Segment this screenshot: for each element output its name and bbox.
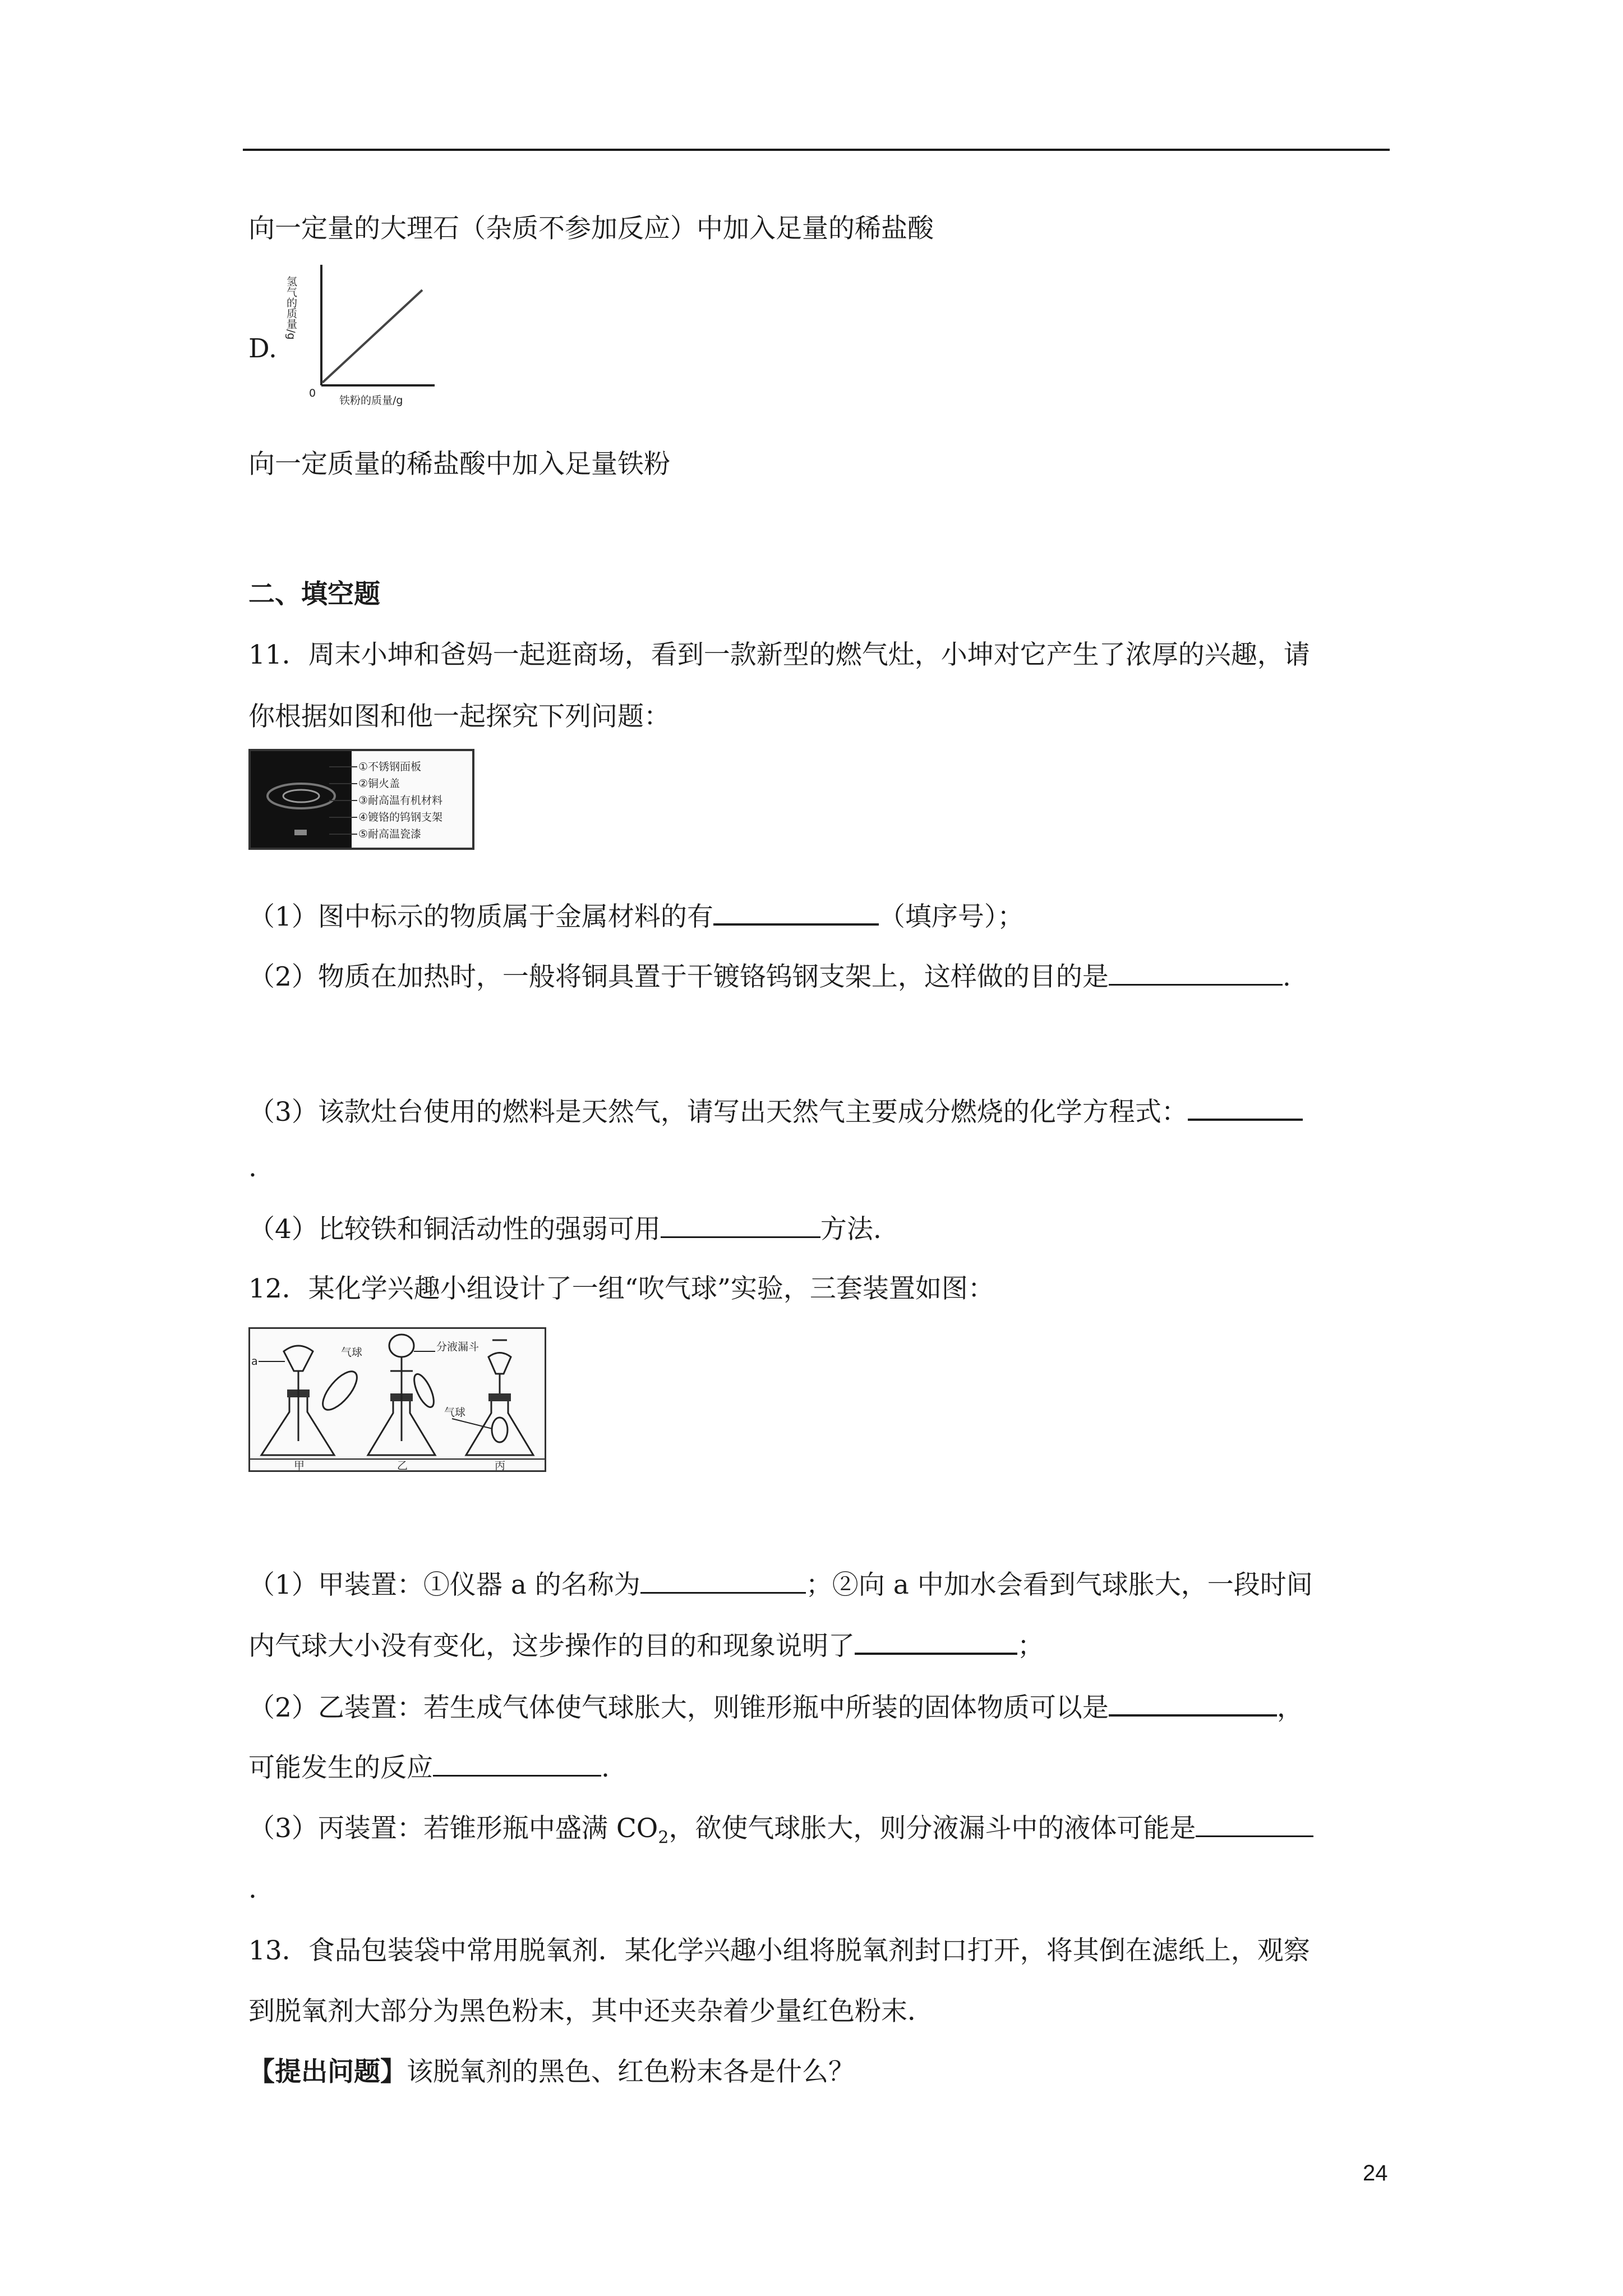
option-d-caption: 向一定质量的稀盐酸中加入足量铁粉	[248, 449, 670, 480]
q11-part2	[248, 959, 1291, 994]
q12-part3-text2: ，欲使气球胀大，则分液漏斗中的液体可能是	[668, 1813, 1196, 1844]
q12-part1-blank2[interactable]	[855, 1628, 1017, 1655]
q12-part2-text2: 可能发生的反应	[248, 1752, 433, 1783]
q12-stem: 12．某化学兴趣小组设计了一组“吹气球”实验，三套装置如图：	[248, 1273, 994, 1304]
q12-part3-dot: .	[248, 1874, 257, 1904]
label-jia: 甲	[294, 1460, 305, 1472]
page-number: 24	[1363, 2161, 1388, 2185]
q11-part3	[248, 1094, 1303, 1129]
option-d-graph	[285, 259, 442, 411]
q12-part2-line1	[248, 1690, 1303, 1725]
graph-line	[322, 290, 422, 383]
q11-part2-suffix: .	[1282, 961, 1291, 992]
balloon-jia	[317, 1366, 363, 1415]
q13-question-tag: 【提出问题】	[248, 2056, 407, 2087]
balloon-bing	[492, 1418, 508, 1442]
stove-label-4: ④镀铬的钨钢支架	[358, 811, 443, 823]
option-c-caption: 向一定量的大理石（杂质不参加反应）中加入足量的稀盐酸	[248, 213, 934, 244]
q11-stem-line1: 11．周末小坤和爸妈一起逛商场，看到一款新型的燃气灶，小坤对它产生了浓厚的兴趣，请	[248, 639, 1310, 670]
option-d-label: D.	[248, 333, 277, 364]
q12-part1-text2: ；②向 a 中加水会看到气球胀大，一段时间	[805, 1570, 1313, 1600]
q11-part3-dot: .	[248, 1152, 257, 1183]
label-balloon-jia: 气球	[341, 1346, 363, 1359]
label-bing: 丙	[495, 1460, 506, 1472]
q11-part2-blank[interactable]	[1109, 959, 1283, 986]
label-balloon-bing: 气球	[444, 1406, 466, 1419]
q13-question	[248, 2055, 855, 2089]
q12-part1-text: （1）甲装置：①仪器 a 的名称为	[248, 1570, 640, 1600]
stove-label-3: ③耐高温有机材料	[358, 794, 443, 807]
q12-part2-suffix1: ，	[1276, 1692, 1303, 1723]
q12-part2-suffix2: .	[601, 1752, 610, 1783]
flask-bing	[466, 1399, 533, 1455]
stove-illustration	[251, 751, 472, 848]
balloon-yi	[411, 1372, 438, 1410]
q12-part1-suffix: ；	[1017, 1631, 1044, 1662]
q11-part3-blank[interactable]	[1188, 1094, 1303, 1121]
label-a: a	[251, 1355, 258, 1368]
separatory-funnel-bing	[488, 1353, 511, 1374]
label-funnel: 分液漏斗	[436, 1341, 479, 1353]
section-title: 二、填空题	[248, 579, 380, 610]
stove-label-2: ②铜火盖	[358, 777, 400, 790]
stove-label-1: ①不锈钢面板	[358, 761, 422, 773]
q11-part1-blank[interactable]	[713, 899, 879, 926]
q11-part1-text: （1）图中标示的物质属于金属材料的有	[248, 901, 713, 932]
stove-label-5: ⑤耐高温瓷漆	[358, 828, 422, 840]
q12-part2-text: （2）乙装置：若生成气体使气球胀大，则锥形瓶中所装的固体物质可以是	[248, 1692, 1109, 1723]
q11-part4-suffix: 方法.	[820, 1214, 882, 1245]
q11-part1	[248, 899, 1023, 934]
q12-part2-line2	[248, 1750, 610, 1785]
q12-part3-text: （3）丙装置：若锥形瓶中盛满 CO	[248, 1813, 658, 1844]
q11-stem-line2: 你根据如图和他一起探究下列问题：	[248, 701, 670, 732]
q11-part4-blank[interactable]	[661, 1212, 820, 1238]
header-rule	[243, 149, 1390, 151]
q13-question-text: 该脱氧剂的黑色、红色粉末各是什么？	[407, 2056, 855, 2087]
q11-part1-suffix: （填序号）；	[878, 901, 1024, 932]
q12-part2-blank2[interactable]	[433, 1750, 601, 1777]
graph-origin: 0	[309, 387, 316, 399]
q12-part3	[248, 1811, 1313, 1855]
graph-ylabel: 氢气的质量/g	[285, 276, 297, 340]
q12-apparatus-figure	[248, 1327, 546, 1472]
separatory-funnel-yi	[389, 1335, 414, 1357]
q12-part1-line2	[248, 1628, 1044, 1663]
q12-part1-text3: 内气球大小没有变化，这步操作的目的和现象说明了	[248, 1631, 855, 1662]
q11-part3-text: （3）该款灶台使用的燃料是天然气，请写出天然气主要成分燃烧的化学方程式：	[248, 1097, 1188, 1128]
q13-line2: 到脱氧剂大部分为黑色粉末，其中还夹杂着少量红色粉末．	[248, 1996, 934, 2027]
q11-part4	[248, 1212, 882, 1246]
q12-part1-line1	[248, 1567, 1313, 1602]
graph-xlabel: 铁粉的质量/g	[339, 394, 403, 407]
q12-part3-subscript: 2	[658, 1828, 669, 1848]
funnel-a	[284, 1346, 313, 1371]
q12-part3-blank[interactable]	[1196, 1811, 1313, 1837]
q12-part1-blank1[interactable]	[640, 1567, 806, 1594]
hydrogen-mass-graph	[285, 259, 442, 411]
q12-part2-blank1[interactable]	[1109, 1690, 1277, 1717]
balloon-apparatus	[250, 1329, 545, 1470]
label-yi: 乙	[397, 1460, 408, 1472]
q11-stove-figure	[248, 749, 474, 850]
q13-line1: 13．食品包装袋中常用脱氧剂．某化学兴趣小组将脱氧剂封口打开，将其倒在滤纸上，观察	[248, 1935, 1310, 1966]
q11-part2-text: （2）物质在加热时，一般将铜具置于干镀铬钨钢支架上，这样做的目的是	[248, 961, 1109, 992]
q11-part4-text: （4）比较铁和铜活动性的强弱可用	[248, 1214, 661, 1245]
